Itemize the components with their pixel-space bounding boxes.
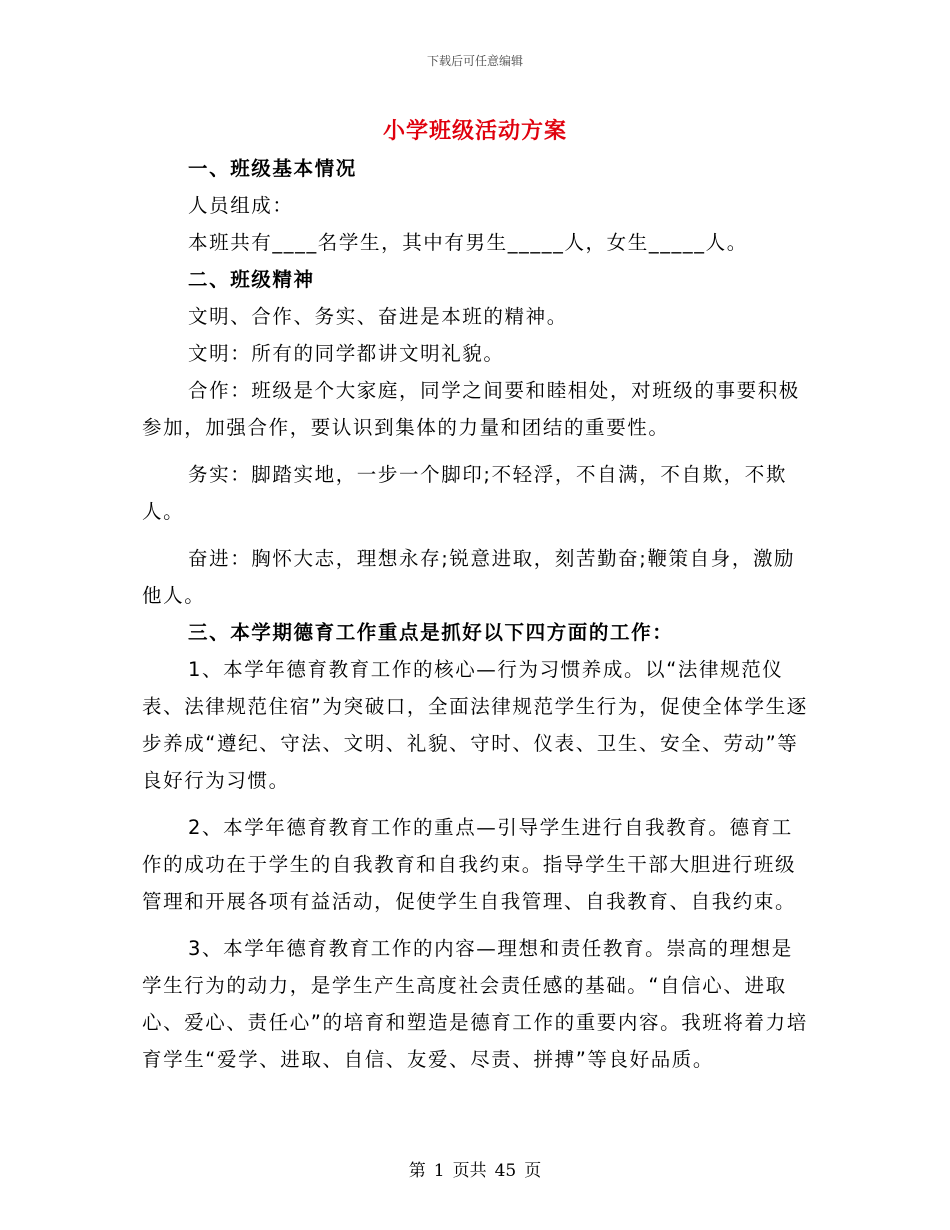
paragraph-item-1: 1、本学年德育教育工作的核心—行为习惯养成。以“法律规范仪表、法律规范住宿”为突破口，全面法律规范学生行为，促使全体学生逐步养成“遵纪、守法、文明、礼貌、守时、仪表、卫生、安全、劳动”等良好行为习惯。 (142, 658, 808, 792)
page-label-suffix: 页 (524, 1161, 542, 1181)
paragraph-item-2: 2、本学年德育教育工作的重点—引导学生进行自我教育。德育工作的成功在于学生的自我教育和自我约束。指导学生干部大胆进行班级管理和开展各项有益活动，促使学生自我管理、自我教育、自我约束。 (142, 816, 797, 913)
section-heading-1: 一、班级基本情况 (188, 157, 357, 180)
page-footer (0, 1156, 950, 1181)
section-heading-2: 二、班级精神 (188, 268, 315, 291)
paragraph-class-spirit: 文明、合作、务实、奋进是本班的精神。 (188, 305, 568, 328)
paragraph-pragmatism: 务实：脚踏实地，一步一个脚印;不轻浮，不自满，不自欺，不欺人。 (142, 463, 787, 523)
paragraph-civility: 文明：所有的同学都讲文明礼貌。 (188, 342, 505, 365)
page-number: 1 (433, 1161, 445, 1181)
document-body (142, 150, 812, 1078)
paragraph-cooperation: 合作：班级是个大家庭，同学之间要和睦相处，对班级的事要积极参加，加强合作，要认识到集体的力量和团结的重要性。 (142, 379, 800, 439)
header-note: 下载后可任意编辑 (426, 54, 523, 68)
paragraph-progress: 奋进：胸怀大志，理想永存;锐意进取，刻苦勤奋;鞭策自身，激励他人。 (142, 547, 796, 607)
page-label-prefix: 第 (408, 1161, 426, 1181)
section-heading-3: 三、本学期德育工作重点是抓好以下四方面的工作： (188, 621, 674, 644)
total-pages: 45 (494, 1161, 517, 1181)
document-title: 小学班级活动方案 (382, 119, 567, 144)
paragraph-student-count: 本班共有____名学生，其中有男生_____人，女生_____人。 (188, 231, 748, 254)
paragraph-personnel-label: 人员组成： (188, 194, 294, 217)
page-label-mid: 页共 (452, 1161, 487, 1181)
paragraph-item-3: 3、本学年德育教育工作的内容—理想和责任教育。崇高的理想是学生行为的动力，是学生产生高度社会责任感的基础。“自信心、进取心、爱心、责任心”的培育和塑造是德育工作的重要内容。我班将着力培育学生“爱学、进取、自信、友爱、尽责、拼搏”等良好品质。 (142, 937, 808, 1071)
